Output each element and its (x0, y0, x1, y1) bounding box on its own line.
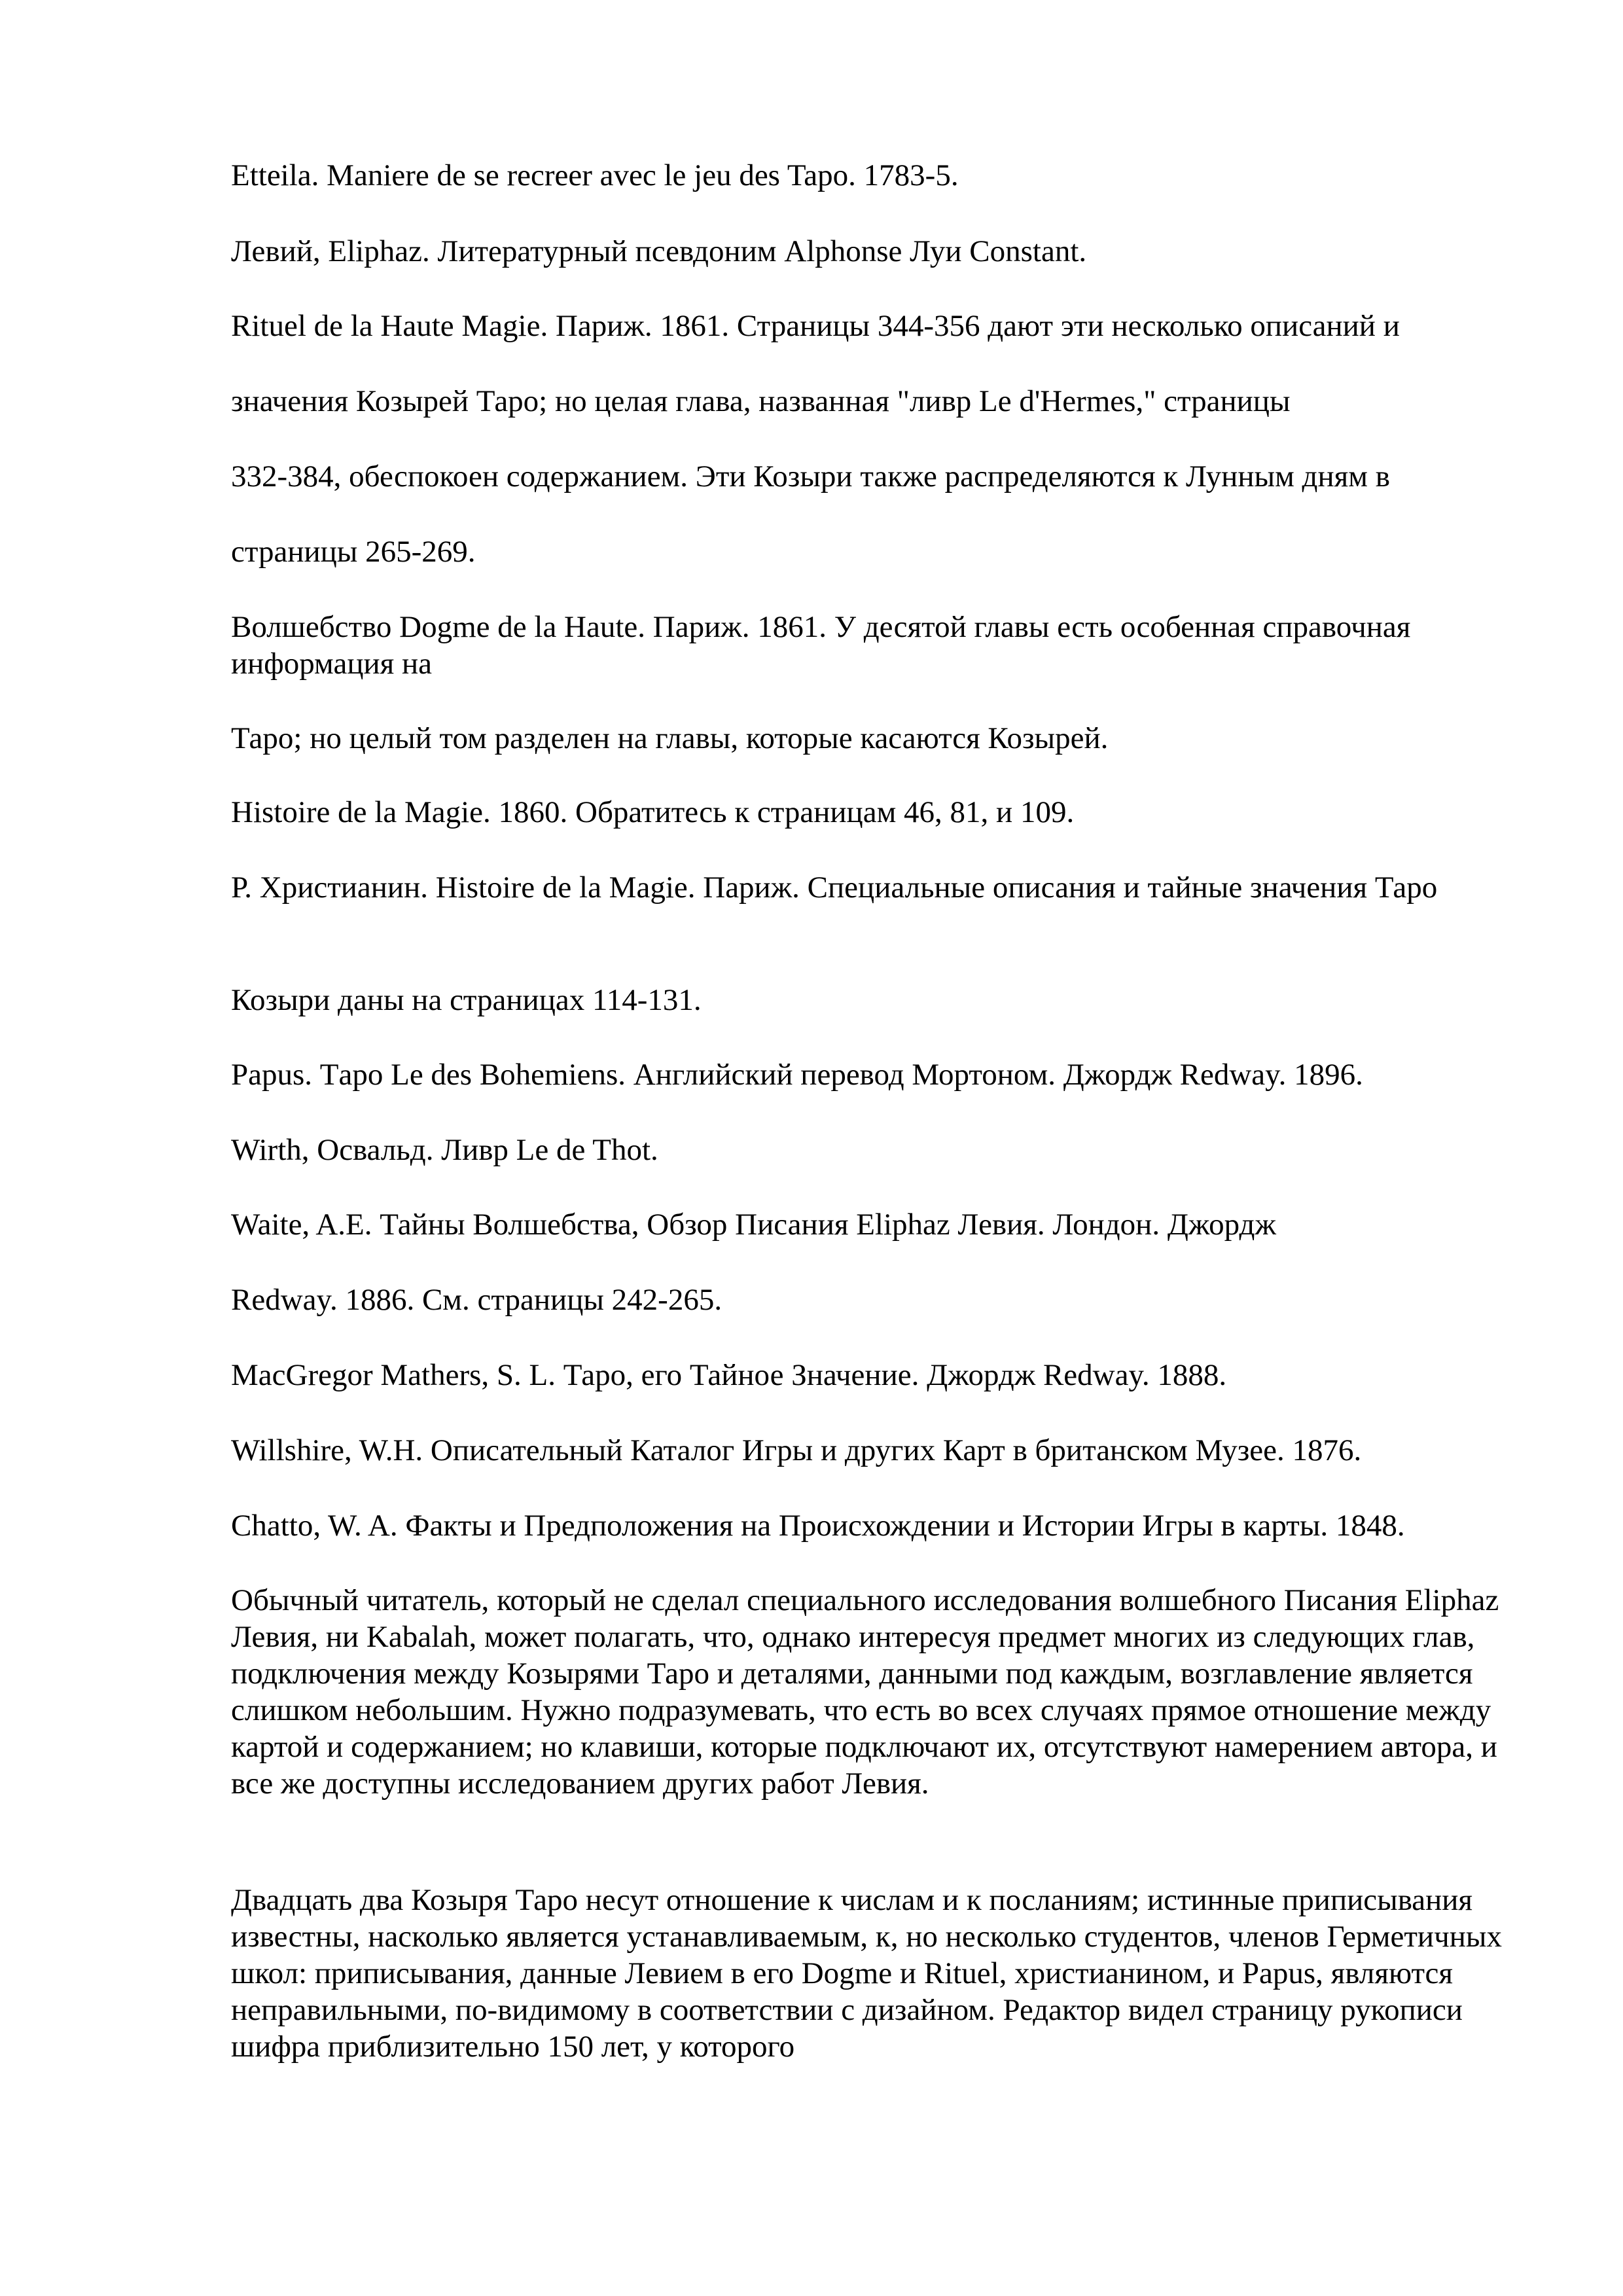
bibliography-entry: Waite, A.E. Тайны Волшебства, Обзор Писания Eliphaz Левия. Лондон. Джордж (231, 1208, 1276, 1242)
bibliography-entry-continuation: Таро; но целый том разделен на главы, которые касаются Козырей. (231, 721, 1109, 755)
bibliography-entry: Chatto, W. A. Факты и Предположения на Происхождении и Истории Игры в карты. 1848. (231, 1509, 1405, 1543)
bibliography-entry-continuation: 332-384, обеспокоен содержанием. Эти Козыри также распределяются к Лунным дням в (231, 459, 1390, 493)
bibliography-entry: Papus. Тapo Le des Bohemiens. Английский перевод Мортоном. Джордж Redway. 1896. (231, 1058, 1363, 1092)
bibliography-entry-continuation: страницы 265-269. (231, 535, 476, 569)
bibliography-entry-continuation: Redway. 1886. См. страницы 242-265. (231, 1283, 722, 1317)
bibliography-entry-continuation: Козыри даны на страницах 114-131. (231, 983, 702, 1017)
bibliography-entry: Willshire, W.H. Описательный Каталог Игры и других Карт в британском Музее. 1876. (231, 1433, 1362, 1467)
body-paragraph: Обычный читатель, который не сделал специального исследования волшебного Писания Eliphaz Левия, ни Kabalah, может полагать, что, однако интересуя предмет многих из следующих глав, подключения между Козырями Таро и деталями, данными под каждым, возглавление является слишком небольшим. Нужно подразумевать, что есть во всех случаях прямое отношение между картой и содержанием; но клавиши, которые подключают их, отсутствуют намерением автора, и все же доступны исследованием других работ Левия. (231, 1583, 1499, 1801)
bibliography-entry: Wirth, Освальд. Ливр Le de Thot. (231, 1133, 658, 1167)
bibliography-entry-continuation: значения Козырей Таро; но целая глава, названная "ливр Le d'Hermes," страницы (231, 384, 1291, 418)
bibliography-entry: Волшебство Dogme de la Haute. Париж. 1861. У десятой главы есть особенная справочная информация на (231, 610, 1411, 681)
bibliography-entry: MacGregor Mathers, S. L. Таро, его Тайное Значение. Джордж Redway. 1888. (231, 1358, 1227, 1392)
bibliography-entry: Левий, Eliphaz. Литературный псевдоним Alphonse Луи Constant. (231, 234, 1087, 268)
bibliography-entry: Etteila. Maniere de se recreer avec le jeu des Tapo. 1783-5. (231, 158, 959, 192)
bibliography-entry: Rituel de la Haute Magie. Париж. 1861. Страницы 344-356 дают эти несколько описаний и (231, 309, 1400, 343)
bibliography-entry: Histoire de la Magie. 1860. Обратитесь к страницам 46, 81, и 109. (231, 795, 1075, 829)
body-paragraph: Двадцать два Козыря Таро несут отношение к числам и к посланиям; истинные приписывания известны, насколько является устанавливаемым, к, но несколько студентов, членов Герметичных школ: приписывания, данные Левием в его Dogme и Rituel, христианином, и Papus, являются неправильными, по-видимому в соответствии с дизайном. Редактор видел страницу рукописи шифра приблизительно 150 лет, у которого (231, 1883, 1502, 2064)
bibliography-entry: Р. Христианин. Histoire de la Magie. Париж. Специальные описания и тайные значения Таро (231, 870, 1438, 905)
